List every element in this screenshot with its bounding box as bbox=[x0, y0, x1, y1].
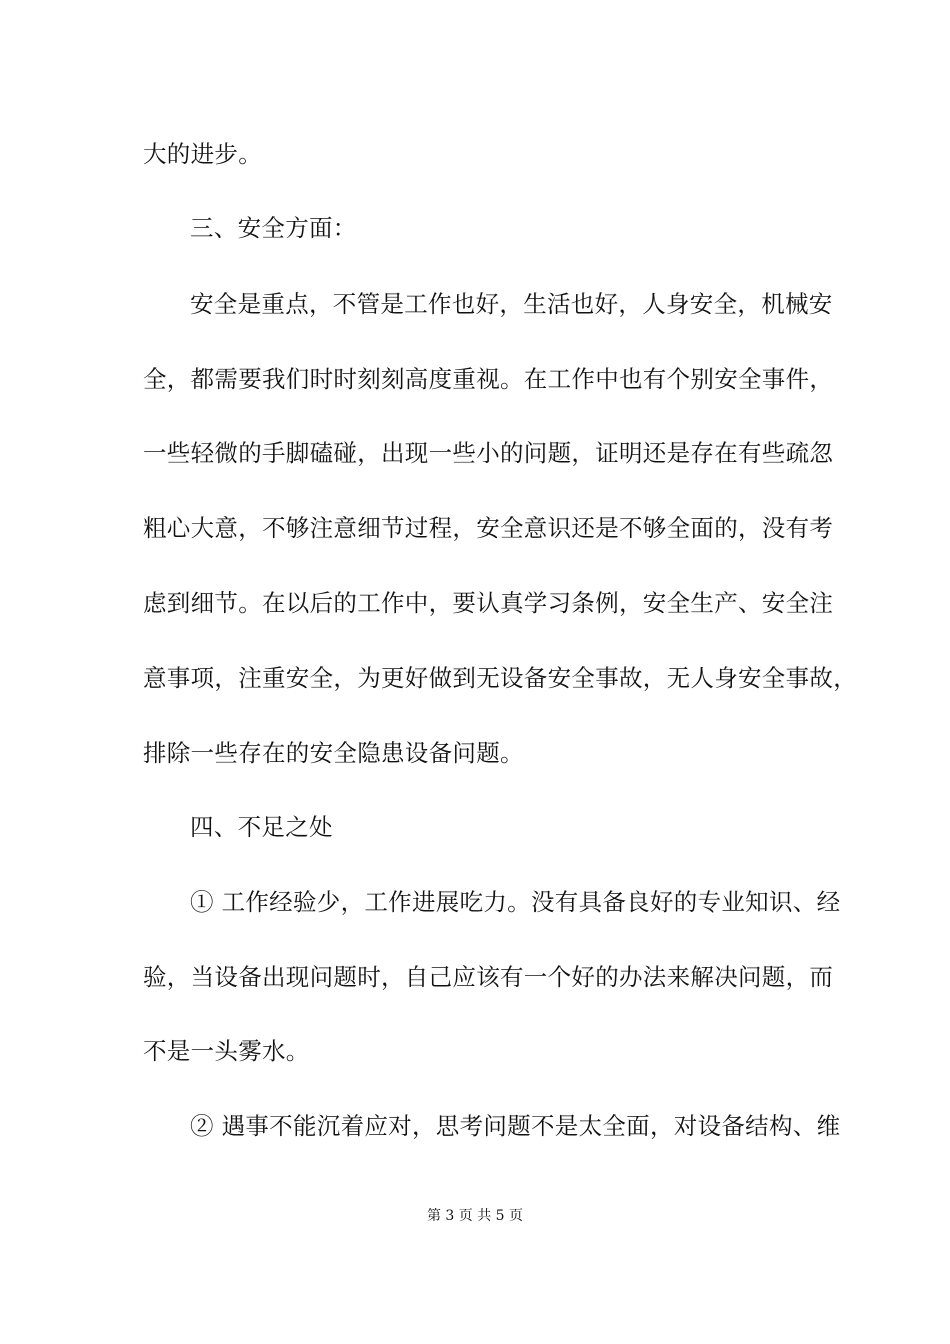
section-heading: 四、不足之处 bbox=[190, 813, 333, 841]
list-item: ② 遇事不能沉着应对，思考问题不是太全面，对设备结构、维 bbox=[190, 1112, 841, 1140]
paragraph-line: 粗心大意，不够注意细节过程，安全意识还是不够全面的，没有考 bbox=[143, 514, 834, 542]
paragraph-line: 安全是重点，不管是工作也好，生活也好，人身安全，机械安 bbox=[190, 290, 833, 318]
section-heading: 三、安全方面： bbox=[190, 214, 357, 242]
page-number-label: 第 3 页 共 5 页 bbox=[426, 1208, 524, 1224]
page-footer bbox=[0, 1206, 950, 1226]
list-item: ① 工作经验少，工作进展吃力。没有具备良好的专业知识、经 bbox=[190, 888, 841, 916]
paragraph-line: 虑到细节。在以后的工作中，要认真学习条例，安全生产、安全注 bbox=[143, 589, 834, 617]
paragraph-line: 排除一些存在的安全隐患设备问题。 bbox=[143, 739, 524, 767]
paragraph-line: 全，都需要我们时时刻刻高度重视。在工作中也有个别安全事件， bbox=[143, 365, 834, 393]
paragraph-line: 不是一头雾水。 bbox=[143, 1037, 310, 1065]
paragraph-line: 大的进步。 bbox=[143, 140, 262, 168]
paragraph-line: 一些轻微的手脚磕碰，出现一些小的问题，证明还是存在有些疏忽 bbox=[143, 439, 834, 467]
paragraph-line: 意事项，注重安全，为更好做到无设备安全事故，无人身安全事故， bbox=[143, 664, 857, 692]
paragraph-line: 验，当设备出现问题时，自己应该有一个好的办法来解决问题，而 bbox=[143, 963, 834, 991]
